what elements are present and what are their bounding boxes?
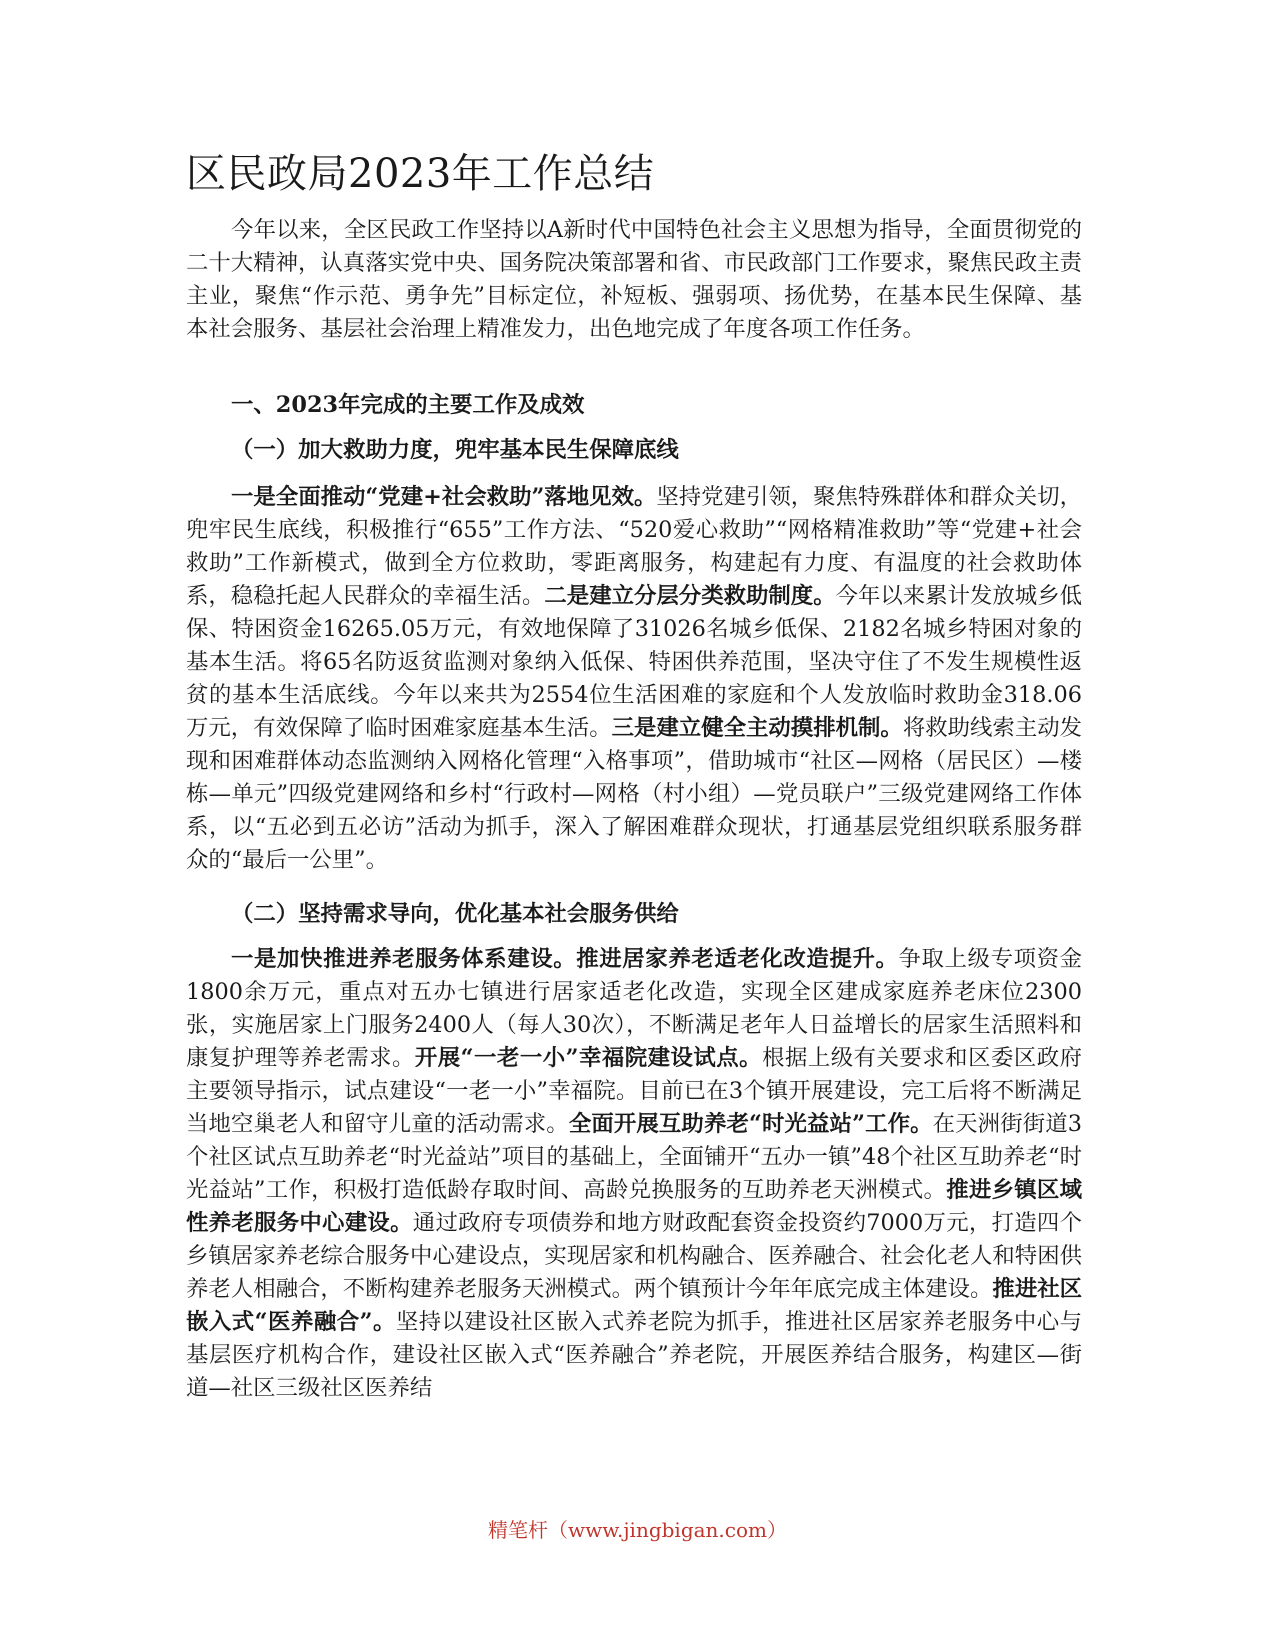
subsection-heading: （一）加大救助力度，兜牢基本民生保障底线 [231, 437, 679, 463]
paragraph [186, 481, 1082, 877]
paragraph-text: 根据上级有关要求和区委区政府主要领导指示，试点建设“一老一小”幸福院。目前已在3个镇开展建设，完工后将不断满足当地空巢老人和留守儿童的活动需求。 [186, 1045, 1083, 1137]
section-heading: 一、2023年完成的主要工作及成效 [231, 392, 585, 418]
paragraph-text: 在天洲街街道3个社区试点互助养老“时光益站”项目的基础上，全面铺开“五办一镇”48个社区互助养老“时光益站”工作，积极打造低龄存取时间、高龄兑换服务的互助养老天洲模式。 [186, 1111, 1083, 1203]
bold-lead: 开展“一老一小”幸福院建设试点。 [414, 1045, 763, 1071]
subsection-2 [186, 898, 1082, 931]
document-title: 区民政局2023年工作总结 [186, 151, 655, 197]
paragraph-text: 将救助线索主动发现和困难群体动态监测纳入网格化管理“入格事项”，借助城市“社区—网格（居民区）—楼栋—单元”四级党建网络和乡村“行政村—网格（村小组）—党员联户”三级党建网络工作体系，以“五必到五必访”活动为抓手，深入了解困难群众现状，打通基层党组织联系服务群众的“最后一公里”。 [186, 715, 1083, 873]
bold-lead: 推进社区嵌入式“医养融合”。 [186, 1276, 1083, 1335]
subsection-heading: （二）坚持需求导向，优化基本社会服务供给 [231, 901, 679, 927]
subsection-1 [186, 434, 1082, 467]
section-1 [186, 389, 1082, 422]
bold-lead: 推进乡镇区域性养老服务中心建设。 [186, 1177, 1082, 1236]
intro-paragraph: 今年以来，全区民政工作坚持以A新时代中国特色社会主义思想为指导，全面贯彻党的二十大精神，认真落实党中央、国务院决策部署和省、市民政部门工作要求，聚焦民政主责主业，聚焦“作示范、勇争先”目标定位，补短板、强弱项、扬优势，在基本民生保障、基本社会服务、基层社会治理上精准发力，出色地完成了年度各项工作任务。 [186, 217, 1082, 342]
bold-lead: 一是加快推进养老服务体系建设。推进居家养老适老化改造提升。 [231, 946, 899, 972]
paragraph-text: 坚持党建引领，聚焦特殊群体和群众关切，兜牢民生底线，积极推行“655”工作方法、“520爱心救助”“网格精准救助”等“党建+社会救助”工作新模式，做到全方位救助，零距离服务，构建起有力度、有温度的社会救助体系，稳稳托起人民群众的幸福生活。 [186, 484, 1082, 609]
bold-lead: 全面开展互助养老“时光益站”工作。 [568, 1111, 933, 1137]
paragraph [186, 943, 1082, 1405]
bold-lead: 一是全面推动“党建+社会救助”落地见效。 [231, 484, 657, 510]
subsection-1-body [186, 481, 1082, 877]
paragraph-text: 通过政府专项债券和地方财政配套资金投资约7000万元，打造四个乡镇居家养老综合服务中心建设点，实现居家和机构融合、医养融合、社会化老人和特困供养老人相融合，不断构建养老服务天洲模式。两个镇预计今年年底完成主体建设。 [186, 1210, 1083, 1302]
bold-lead: 三是建立健全主动摸排机制。 [611, 715, 903, 741]
intro-block [186, 214, 1082, 346]
subsection-2-body [186, 943, 1082, 1405]
footer-watermark[interactable]: 精笔杆（www.jingbigan.com） [488, 1518, 787, 1542]
bold-lead: 二是建立分层分类救助制度。 [544, 583, 836, 609]
paragraph-text: 争取上级专项资金1800余万元，重点对五办七镇进行居家适老化改造，实现全区建成家庭养老床位2300张，实施居家上门服务2400人（每人30次），不断满足老年人日益增长的居家生活照料和康复护理等养老需求。 [186, 946, 1083, 1071]
paragraph-text: 坚持以建设社区嵌入式养老院为抓手，推进社区居家养老服务中心与基层医疗机构合作，建设社区嵌入式“医养融合”养老院，开展医养结合服务，构建区—街道—社区三级社区医养结 [186, 1309, 1082, 1401]
paragraph-text: 今年以来累计发放城乡低保、特困资金16265.05万元，有效地保障了31026名城乡低保、2182名城乡特困对象的基本生活。将65名防返贫监测对象纳入低保、特困供养范围，坚决守住了不发生规模性返贫的基本生活底线。今年以来共为2554位生活困难的家庭和个人发放临时救助金318.06万元，有效保障了临时困难家庭基本生活。 [186, 583, 1083, 741]
